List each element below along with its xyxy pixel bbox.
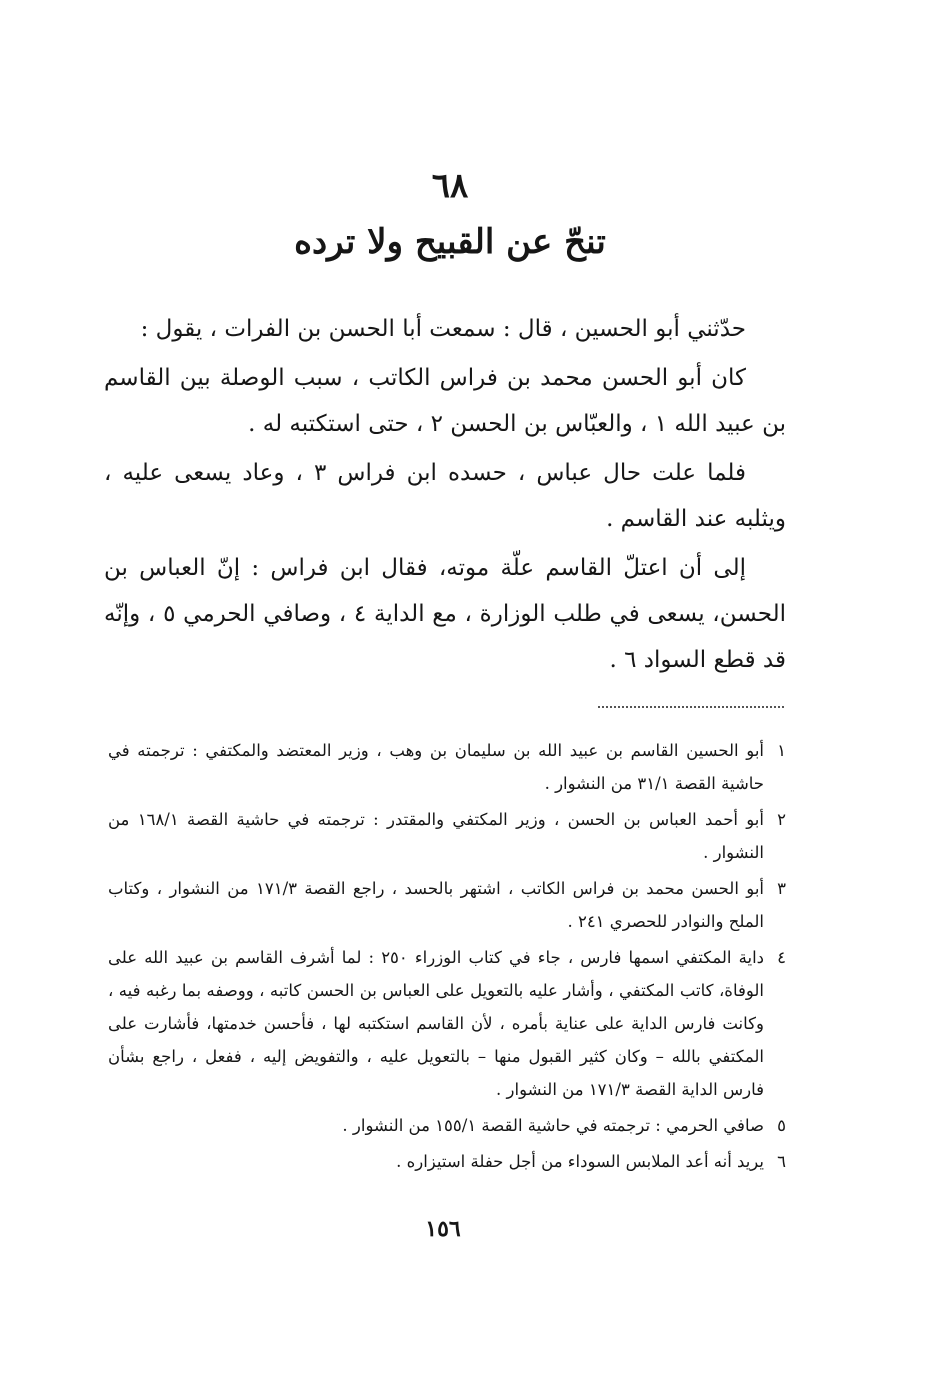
paragraph: كان أبو الحسن محمد بن فراس الكاتب ، سبب الوصلة بين القاسم بن عبيد الله ١ ، والعبّاس بن الحسن ٢ ، حتى استكتبه له . (104, 365, 786, 437)
footnote (108, 872, 786, 938)
footnote (108, 734, 786, 800)
footnote-separator (598, 706, 784, 708)
paragraph: حدّثني أبو الحسين ، قال : سمعت أبا الحسن بن الفرات ، يقول : (140, 316, 746, 342)
footnote-number: ١ (777, 741, 786, 760)
footnote (108, 941, 786, 1106)
paragraph: فلما علت حال عباس ، حسده ابن فراس ٣ ، وعاد يسعى عليه ، ويثلبه عند القاسم . (104, 460, 786, 532)
footnote (108, 803, 786, 869)
main-text (104, 306, 786, 686)
footnote-number: ٥ (777, 1116, 786, 1135)
footnote (108, 1109, 786, 1142)
footnote-number: ٦ (777, 1152, 786, 1171)
footnote-text: أبو الحسين القاسم بن عبيد الله بن سليمان بن وهب ، وزير المعتضد والمكتفي : ترجمته في حاشية القصة ٣١/١ من النشوار . (108, 741, 764, 793)
story-title: تنحّ عن القبيح ولا ترده (294, 222, 606, 262)
footnotes (108, 734, 786, 1181)
footnote-text: داية المكتفي اسمها فارس ، جاء في كتاب الوزراء ٢٥٠ : لما أشرف القاسم بن عبيد الله على الوفاة، كاتب المكتفي ، وأشار عليه بالتعويل على العباس بن الحسن كاتبه ، ووصفه بما رغبه فيه ، وكانت فارس الداية على عناية بأمره ، لأن القاسم استكتبه لها ، فأحسن خدمتها، فأشارت على المكتفي بالله – وكان كثير القبول منها – بالتعويل عليه ، والتفويض إليه ، ففعل ، راجع بشأن فارس الداية القصة ١٧١/٣ من النشوار . (108, 948, 765, 1099)
footnote (108, 1145, 786, 1178)
footnote-text: أبو أحمد العباس بن الحسن ، وزير المكتفي والمقتدر : ترجمته في حاشية القصة ١٦٨/١ من النشوار . (108, 810, 764, 862)
footnote-text: أبو الحسن محمد بن فراس الكاتب ، اشتهر بالحسد ، راجع القصة ١٧١/٣ من النشوار ، وكتاب الملح والنوادر للحصري ٢٤١ . (108, 879, 765, 931)
paragraph: إلى أن اعتلّ القاسم علّة موته، فقال ابن فراس : إنّ العباس بن الحسن، يسعى في طلب الوزارة ، مع الداية ٤ ، وصافي الحرمي ٥ ، وإنّه قد قطع السواد ٦ . (104, 555, 786, 673)
footnote-number: ٢ (777, 810, 786, 829)
footnote-text: صافي الحرمي : ترجمته في حاشية القصة ١٥٥/١ من النشوار . (342, 1116, 764, 1135)
footnote-number: ٤ (777, 948, 786, 967)
footnote-number: ٣ (777, 879, 786, 898)
page-number: ١٥٦ (425, 1216, 461, 1242)
story-number: ٦٨ (431, 166, 469, 206)
footnote-text: يريد أنه أعد الملابس السوداء من أجل حفلة استيزاره . (396, 1152, 764, 1171)
